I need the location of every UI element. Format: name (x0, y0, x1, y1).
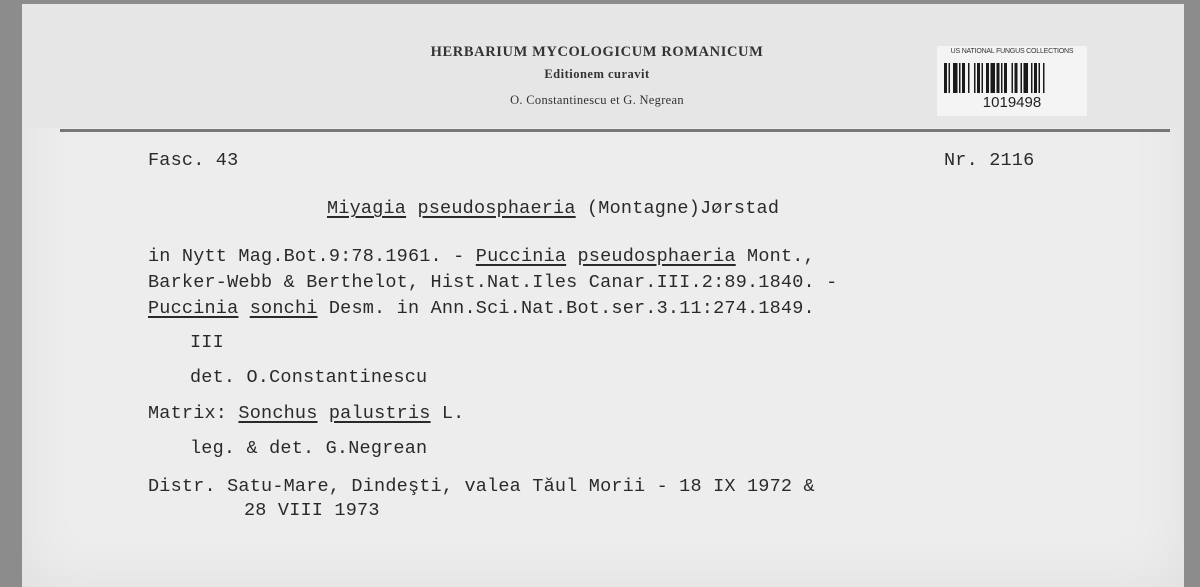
synonym-epithet: pseudosphaeria (577, 246, 736, 267)
determiner: det. O.Constantinescu (190, 367, 428, 388)
barcode-icon (944, 63, 1080, 93)
spore-stage: III (190, 332, 224, 353)
synonym2-epithet: sonchi (249, 298, 318, 319)
specimen-number: Nr. 2116 (944, 150, 1035, 171)
matrix-label: Matrix: (148, 403, 239, 424)
label-header (22, 4, 1184, 128)
synonym2-reference: Desm. in Ann.Sci.Nat.Bot.ser.3.11:274.1849. (317, 298, 815, 319)
citation-line-1 (148, 246, 815, 267)
host-authority: L. (430, 403, 465, 424)
barcode-number: 1019498 (982, 94, 1042, 111)
editor-line: Editionem curavit (544, 67, 650, 81)
collector: leg. & det. G.Negrean (190, 438, 428, 459)
citation-line-2: Barker-Webb & Berthelot, Hist.Nat.Iles Canar.III.2:89.1840. - (148, 272, 838, 293)
header-divider (60, 129, 1170, 132)
species-epithet: pseudosphaeria (417, 198, 576, 219)
citation-prefix: in Nytt Mag.Bot.9:78.1961. - (148, 246, 476, 267)
locality-line-1: Distr. Satu-Mare, Dindeşti, valea Tăul Morii - 18 IX 1972 & (148, 476, 815, 497)
herbarium-title: HERBARIUM MYCOLOGICUM ROMANICUM (430, 44, 764, 60)
locality-line-2: 28 VIII 1973 (244, 500, 380, 521)
synonym-authority: Mont., (735, 246, 815, 267)
synonym-genus: Puccinia (475, 246, 567, 267)
editor-names: O. Constantinescu et G. Negrean (510, 93, 684, 107)
barcode-org: US NATIONAL FUNGUS COLLECTIONS (950, 48, 1074, 55)
host-epithet: palustris (328, 403, 431, 424)
species-genus: Miyagia (327, 198, 407, 219)
species-authority: (Montagne)Jørstad (586, 198, 780, 219)
host-matrix (148, 403, 464, 424)
citation-line-3 (148, 298, 815, 319)
barcode-label (937, 46, 1087, 116)
herbarium-label (22, 4, 1184, 587)
synonym2-genus: Puccinia (148, 298, 239, 319)
species-name (327, 198, 779, 219)
fascicle-number: Fasc. 43 (148, 150, 239, 171)
host-genus: Sonchus (238, 403, 318, 424)
